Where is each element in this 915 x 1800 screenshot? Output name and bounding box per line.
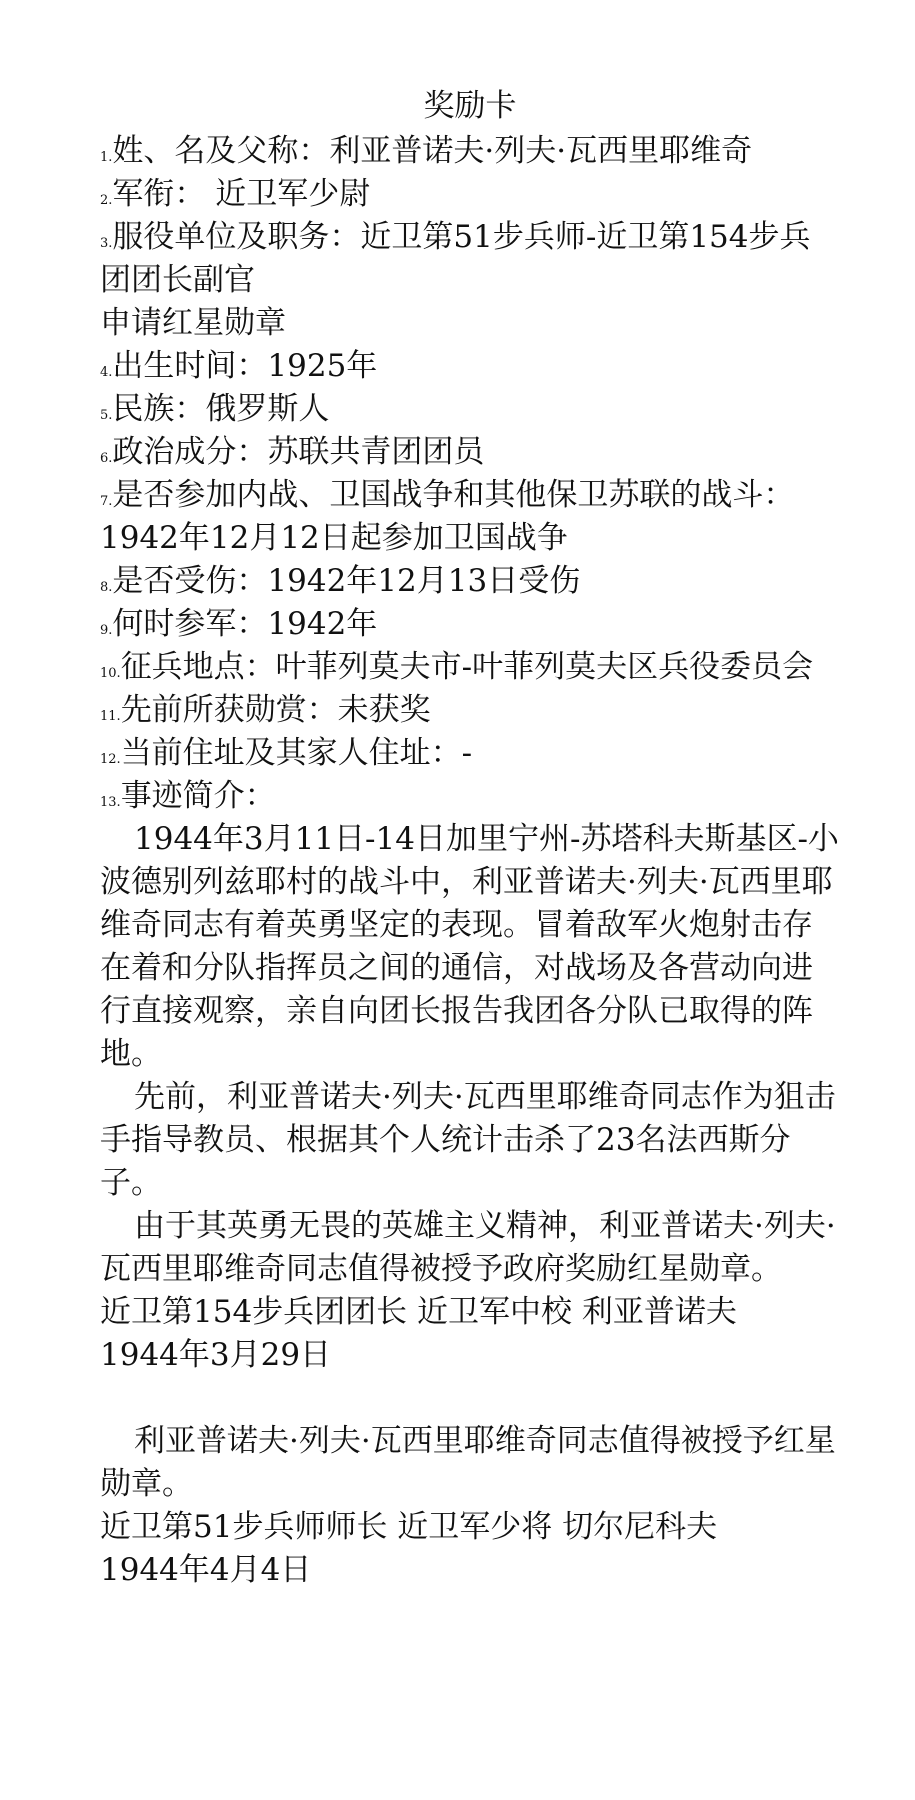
field-number: 3. [100,236,113,251]
field-text: 军衔： 近卫军少尉 [112,176,371,212]
deeds-paragraph: 由于其英勇无畏的英雄主义精神，利亚普诺夫·列夫·瓦西里耶维奇同志值得被授予政府奖励红星勋章。 [100,1208,836,1287]
field-number: 13. [100,795,121,810]
field-deeds-summary [100,775,840,818]
field-number: 7. [100,494,113,509]
field-number: 6. [100,451,113,466]
field-text: 服役单位及职务：近卫第51步兵师-近卫第154步兵团团长副官 [100,219,811,298]
field-text: 政治成分：苏联共青团团员 [112,434,485,470]
award-application: 申请红星勋章 [100,305,286,341]
field-number: 10. [100,666,121,681]
field-wounded [100,560,840,603]
field-text: 是否参加内战、卫国战争和其他保卫苏联的战斗：1942年12月12日起参加卫国战争 [100,477,795,556]
field-rank [100,173,840,216]
field-text: 先前所获勋赏：未获奖 [120,692,431,728]
field-nationality [100,388,840,431]
signature-date: 1944年4月4日 [100,1552,312,1588]
endorsement-paragraph: 利亚普诺夫·列夫·瓦西里耶维奇同志值得被授予红星勋章。 [100,1423,836,1502]
signature-division-commander: 近卫第51步兵师师长 近卫军少将 切尔尼科夫 [100,1509,718,1545]
award-card-document [100,82,840,1592]
field-unit-position [100,216,840,302]
field-text: 出生时间：1925年 [112,348,378,384]
field-number: 9. [100,623,113,638]
signature-regiment-commander: 近卫第154步兵团团长 近卫军中校 利亚普诺夫 [100,1294,737,1330]
field-conscription-place [100,646,840,689]
field-birth-year [100,345,840,388]
field-war-participation [100,474,840,560]
field-text: 姓、名及父称：利亚普诺夫·列夫·瓦西里耶维奇 [112,133,753,169]
field-address [100,732,840,775]
field-text: 是否受伤：1942年12月13日受伤 [112,563,581,599]
field-number: 8. [100,580,113,595]
field-number: 11. [100,709,121,724]
field-text: 征兵地点：叶菲列莫夫市-叶菲列莫夫区兵役委员会 [120,649,814,685]
field-text: 事迹简介： [120,778,276,814]
field-text: 民族：俄罗斯人 [112,391,330,427]
field-enlisted [100,603,840,646]
field-number: 5. [100,408,113,423]
field-text: 当前住址及其家人住址：- [120,735,473,771]
signature-date: 1944年3月29日 [100,1337,332,1373]
field-text: 何时参军：1942年 [112,606,378,642]
field-number: 1. [100,150,113,165]
document-title: 奖励卡 [423,88,517,124]
field-number: 4. [100,365,113,380]
field-number: 2. [100,193,113,208]
field-full-name [100,130,840,173]
field-previous-awards [100,689,840,732]
field-political-status [100,431,840,474]
deeds-paragraph: 1944年3月11日-14日加里宁州-苏塔科夫斯基区-小波德别列兹耶村的战斗中，利亚普诺夫·列夫·瓦西里耶维奇同志有着英勇坚定的表现。冒着敌军火炮射击存在着和分队指挥员之间的通信，对战场及各营动向进行直接观察，亲自向团长报告我团各分队已取得的阵地。 [100,821,839,1072]
deeds-paragraph: 先前，利亚普诺夫·列夫·瓦西里耶维奇同志作为狙击手指导教员、根据其个人统计击杀了23名法西斯分子。 [100,1079,836,1201]
field-number: 12. [100,752,121,767]
spacer [100,1377,840,1420]
